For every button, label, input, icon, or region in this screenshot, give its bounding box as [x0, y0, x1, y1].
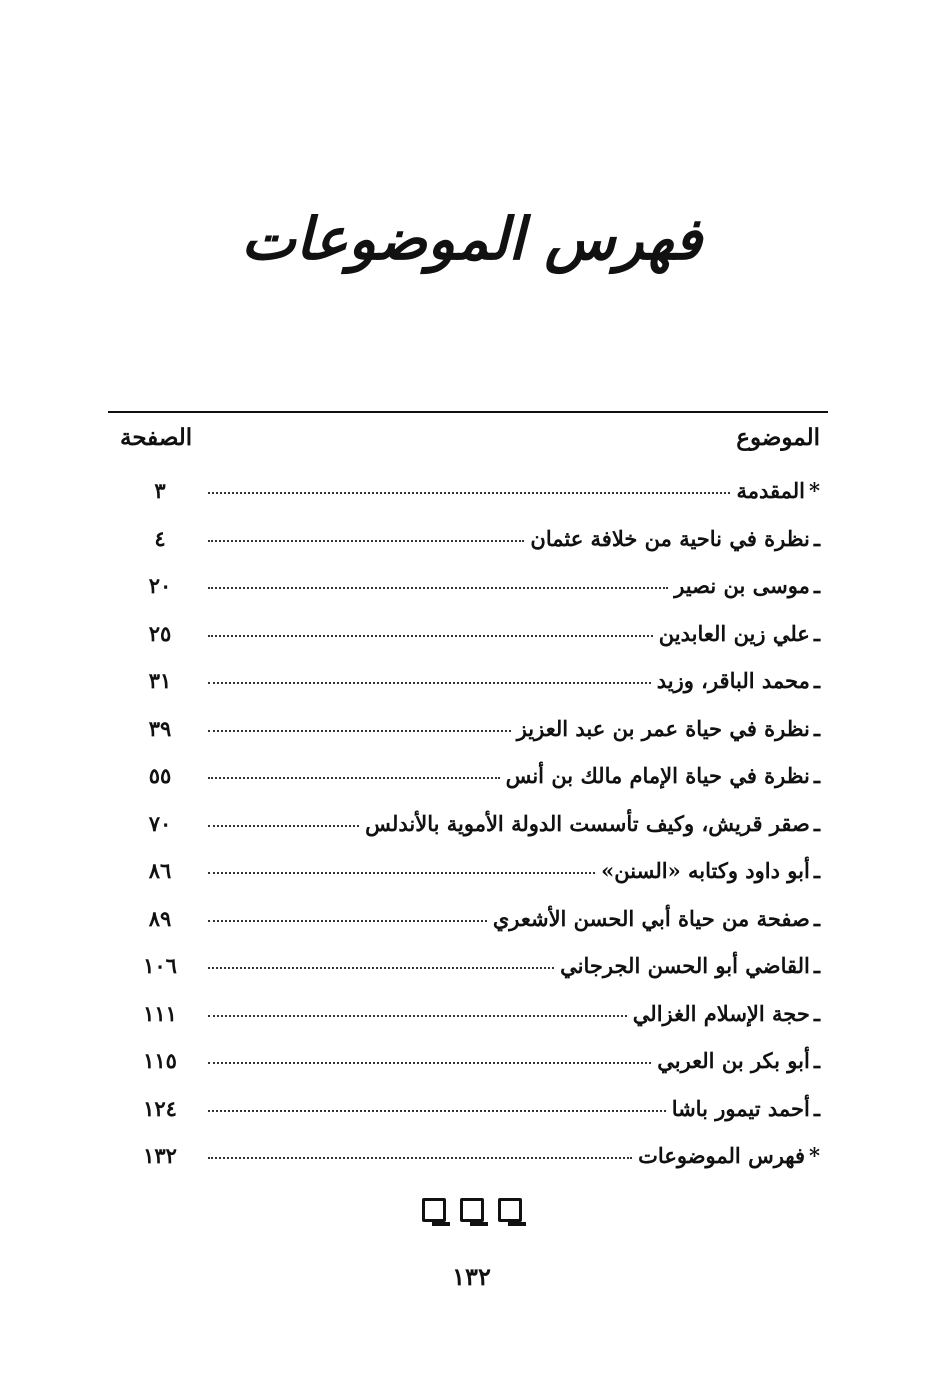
dot-leader	[208, 492, 730, 494]
toc-entry[interactable]	[108, 1040, 828, 1088]
toc-entry[interactable]	[108, 755, 828, 803]
dot-leader	[208, 920, 487, 922]
entry-title: المقدمة	[736, 478, 806, 503]
entry-title: صفحة من حياة أبي الحسن الأشعري	[492, 905, 810, 931]
square-ornament-icon	[498, 1198, 522, 1222]
toc-entry[interactable]	[108, 898, 828, 946]
entry-page-number: ٣	[154, 478, 166, 503]
entry-page-number: ٤	[154, 525, 166, 551]
page-number: ١٣٢	[452, 1262, 491, 1291]
entry-marker: ـ	[813, 1048, 820, 1073]
dot-leader	[208, 682, 651, 684]
toc-entry[interactable]	[108, 1135, 828, 1183]
dot-leader	[208, 872, 595, 874]
toc-entry[interactable]	[108, 993, 828, 1041]
dot-leader	[208, 1015, 627, 1017]
toc-entry[interactable]	[108, 945, 828, 993]
entry-title: أبو بكر بن العربي	[657, 1048, 810, 1073]
dot-leader	[208, 1062, 651, 1064]
entry-marker: *	[809, 478, 820, 503]
entry-marker: ـ	[813, 905, 820, 931]
dot-leader	[208, 1157, 632, 1159]
end-of-section-ornament	[0, 1198, 943, 1226]
entry-marker: ـ	[813, 953, 820, 978]
entry-title: نظرة في حياة الإمام مالك بن أنس	[505, 763, 810, 788]
entry-marker: ـ	[813, 715, 820, 741]
entry-marker: ـ	[813, 1000, 820, 1026]
page-title: فهرس الموضوعات	[241, 205, 702, 273]
entry-page-number: ٣٩	[148, 715, 172, 741]
entry-title: فهرس الموضوعات	[638, 1143, 806, 1168]
toc-entry[interactable]	[108, 660, 828, 708]
header-rule	[108, 411, 828, 413]
dot-leader	[208, 1110, 666, 1112]
entry-page-number: ٢٥	[148, 620, 172, 646]
entry-marker: ـ	[813, 1095, 820, 1121]
entry-title: أبو داود وكتابه «السنن»	[601, 858, 810, 883]
entry-marker: ـ	[813, 810, 820, 836]
entry-title: نظرة في ناحية من خلافة عثمان	[530, 525, 810, 551]
entry-page-number: ٨٩	[148, 905, 172, 931]
entry-marker: ـ	[813, 525, 820, 551]
entry-page-number: ١٣٢	[143, 1143, 177, 1168]
toc-entry[interactable]	[108, 518, 828, 566]
toc-entry[interactable]	[108, 708, 828, 756]
toc-entry[interactable]	[108, 613, 828, 661]
toc-entry[interactable]	[108, 565, 828, 613]
dot-leader	[208, 777, 500, 779]
entry-page-number: ٣١	[148, 668, 172, 693]
entry-title: موسى بن نصير	[674, 573, 810, 598]
entry-page-number: ١١٥	[143, 1048, 177, 1073]
entry-page-number: ٢٠	[148, 573, 172, 598]
entry-title: محمد الباقر، وزيد	[656, 668, 810, 693]
dot-leader	[208, 540, 524, 542]
entry-marker: ـ	[813, 858, 820, 883]
entry-page-number: ١٠٦	[143, 953, 177, 978]
toc-entry[interactable]	[108, 1088, 828, 1136]
square-ornament-icon	[422, 1198, 446, 1222]
entry-marker: ـ	[813, 763, 820, 788]
dot-leader	[208, 730, 511, 732]
entry-page-number: ٨٦	[148, 858, 172, 883]
entry-page-number: ٧٠	[148, 810, 172, 836]
entry-title: أحمد تيمور باشا	[671, 1095, 810, 1121]
entry-marker: ـ	[813, 573, 820, 598]
entry-page-number: ١٢٤	[143, 1095, 177, 1121]
dot-leader	[208, 967, 554, 969]
toc-entry[interactable]	[108, 803, 828, 851]
entry-title: علي زين العابدين	[658, 620, 810, 646]
entry-title: نظرة في حياة عمر بن عبد العزيز	[516, 715, 810, 741]
toc-entry[interactable]	[108, 470, 828, 518]
toc-entry[interactable]	[108, 850, 828, 898]
page-column-label: الصفحة	[120, 424, 193, 451]
entry-title: القاضي أبو الحسن الجرجاني	[560, 953, 810, 978]
entry-marker: ـ	[813, 620, 820, 646]
toc-list	[108, 470, 828, 1183]
entry-marker: ـ	[813, 668, 820, 693]
topic-column-label: الموضوع	[736, 424, 820, 451]
toc-header	[108, 420, 828, 460]
entry-title: حجة الإسلام الغزالي	[632, 1000, 810, 1026]
entry-page-number: ١١١	[143, 1000, 177, 1026]
entry-title: صقر قريش، وكيف تأسست الدولة الأموية بالأندلس	[365, 810, 810, 836]
square-ornament-icon	[460, 1198, 484, 1222]
entry-marker: *	[809, 1143, 820, 1168]
dot-leader	[208, 635, 653, 637]
dot-leader	[208, 587, 668, 589]
entry-page-number: ٥٥	[148, 763, 172, 788]
dot-leader	[208, 825, 359, 827]
